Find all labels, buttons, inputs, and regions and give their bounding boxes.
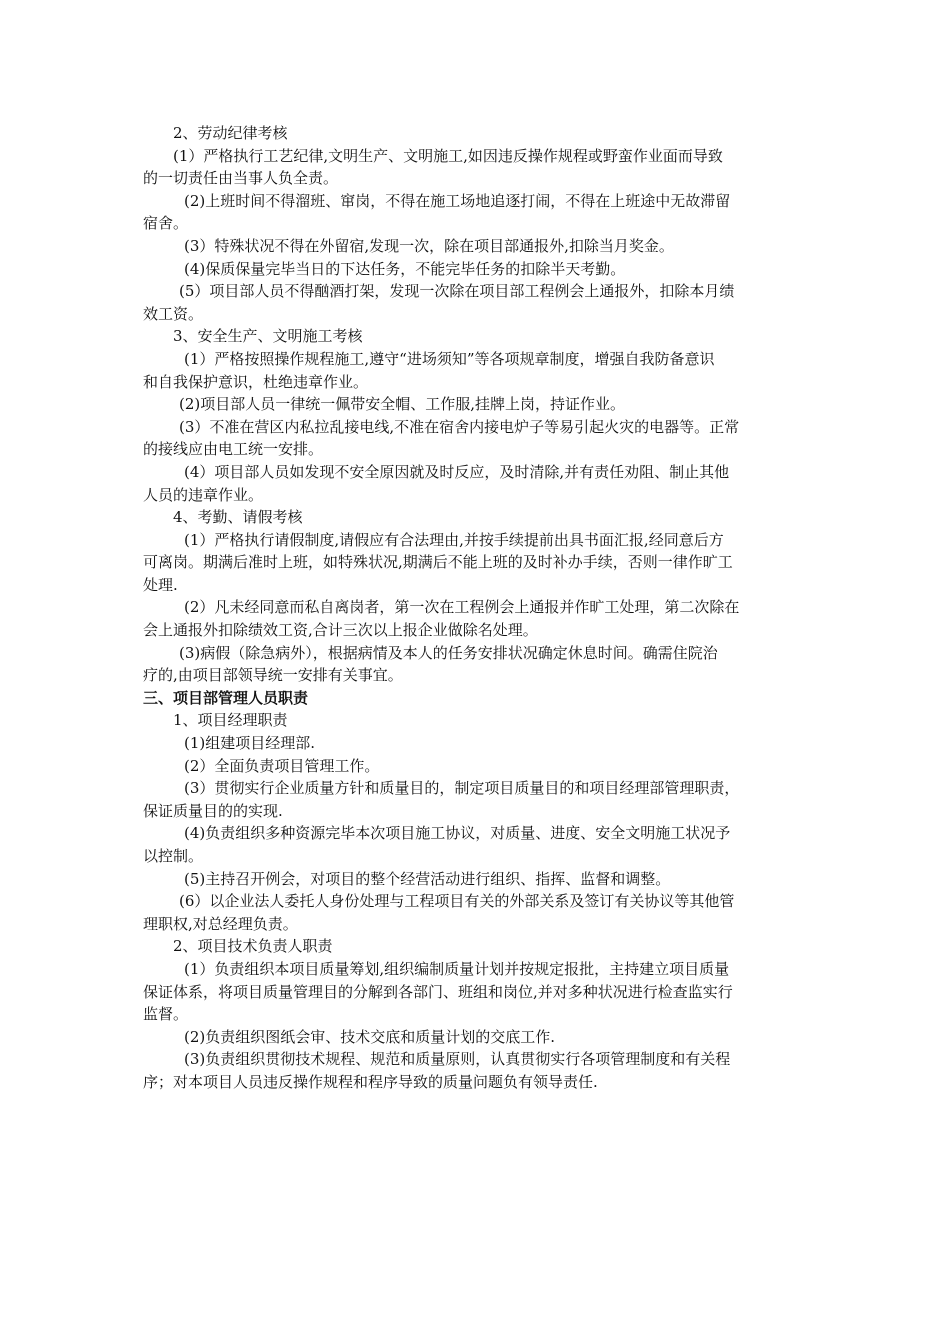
text-line: (1）负责组织本项目质量筹划,组织编制质量计划并按规定报批，主持建立项目质量 [184, 959, 730, 978]
text-line: 4、考勤、请假考核 [173, 508, 303, 527]
text-line: (2）凡未经同意而私自离岗者，第一次在工程例会上通报并作旷工处理，第二次除在 [184, 598, 740, 617]
text-line: 1、项目经理职责 [173, 711, 288, 730]
text-line: (6）以企业法人委托人身份处理与工程项目有关的外部关系及签订有关协议等其他管 [179, 892, 735, 911]
text-line: 疗的,由项目部领导统一安排有关事宜。 [143, 666, 403, 685]
text-line: 保证体系，将项目质量管理目的分解到各部门、班组和岗位,并对多种状况进行检查监实行 [143, 982, 733, 1001]
text-line: 理职权,对总经理负责。 [143, 914, 298, 933]
text-line: 宿舍。 [143, 214, 189, 233]
text-line: 人员的违章作业。 [143, 485, 264, 504]
text-line: (3）贯彻实行企业质量方针和质量目的，制定项目质量目的和项目经理部管理职责， [184, 779, 740, 798]
text-line: 会上通报外扣除绩效工资,合计三次以上报企业做除名处理。 [143, 621, 538, 640]
text-line: (1）严格执行请假制度,请假应有合法理由,并按手续提前出具书面汇报,经同意后方 [184, 530, 724, 549]
text-line: 效工资。 [143, 304, 204, 323]
text-line: (2)上班时间不得溜班、窜岗，不得在施工场地追逐打闹，不得在上班途中无故滞留 [184, 191, 731, 210]
document-body [143, 122, 809, 1094]
text-line: (2)负责组织图纸会审、技术交底和质量计划的交底工作. [184, 1027, 556, 1046]
text-line: (2)项目部人员一律统一佩带安全帽、工作服,挂牌上岗，持证作业。 [179, 395, 626, 414]
text-line: (4)保质保量完毕当日的下达任务，不能完毕任务的扣除半天考勤。 [184, 259, 626, 278]
text-line: (5)主持召开例会，对项目的整个经营活动进行组织、指挥、监督和调整。 [184, 869, 671, 888]
text-line: (4)负责组织多种资源完毕本次项目施工协议，对质量、进度、安全文明施工状况予 [184, 824, 731, 843]
text-line: 可离岗。期满后准时上班，如特殊状况,期满后不能上班的及时补办手续，否则一律作旷工 [143, 553, 733, 572]
text-line: (3)负责组织贯彻技术规程、规范和质量原则，认真贯彻实行各项管理制度和有关程 [184, 1050, 731, 1069]
text-line: 序；对本项目人员违反操作规程和程序导致的质量问题负有领导责任. [143, 1072, 598, 1091]
text-line: (3)病假（除急病外），根据病情及本人的任务安排状况确定休息时间。确需住院治 [179, 643, 718, 662]
text-line: 3、安全生产、文明施工考核 [173, 327, 363, 346]
text-line: 的接线应由电工统一安排。 [143, 440, 324, 459]
text-line: 监督。 [143, 1005, 189, 1024]
text-line: (1）严格执行工艺纪律,文明生产、文明施工,如因违反操作规程或野蛮作业面而导致 [173, 146, 723, 165]
text-line: 以控制。 [143, 847, 204, 865]
text-line: (3）不准在营区内私拉乱接电线,不准在宿舍内接电炉子等易引起火灾的电器等。正常 [179, 417, 740, 436]
text-line: (4）项目部人员如发现不安全原因就及时反应，及时清除,并有责任劝阻、制止其他 [184, 462, 730, 481]
text-line: 保证质量目的的实现. [143, 801, 283, 820]
text-line: 和自我保护意识，杜绝违章作业。 [143, 372, 369, 391]
text-line: 2、劳动纪律考核 [173, 124, 288, 142]
text-line: 的一切责任由当事人负全责。 [143, 169, 339, 188]
text-line: 2、项目技术负责人职责 [173, 937, 333, 956]
text-line: (3）特殊状况不得在外留宿,发现一次，除在项目部通报外,扣除当月奖金。 [184, 236, 674, 255]
text-line: (1)组建项目经理部. [184, 734, 316, 753]
text-line: 处理. [143, 575, 178, 594]
text-line: (5）项目部人员不得酗酒打架，发现一次除在项目部工程例会上通报外，扣除本月绩 [179, 282, 735, 301]
section-heading: 三、项目部管理人员职责 [143, 688, 309, 707]
text-line: (1）严格按照操作规程施工,遵守“进场须知”等各项规章制度，增强自我防备意识 [184, 349, 715, 368]
text-line: (2）全面负责项目管理工作。 [184, 756, 380, 775]
